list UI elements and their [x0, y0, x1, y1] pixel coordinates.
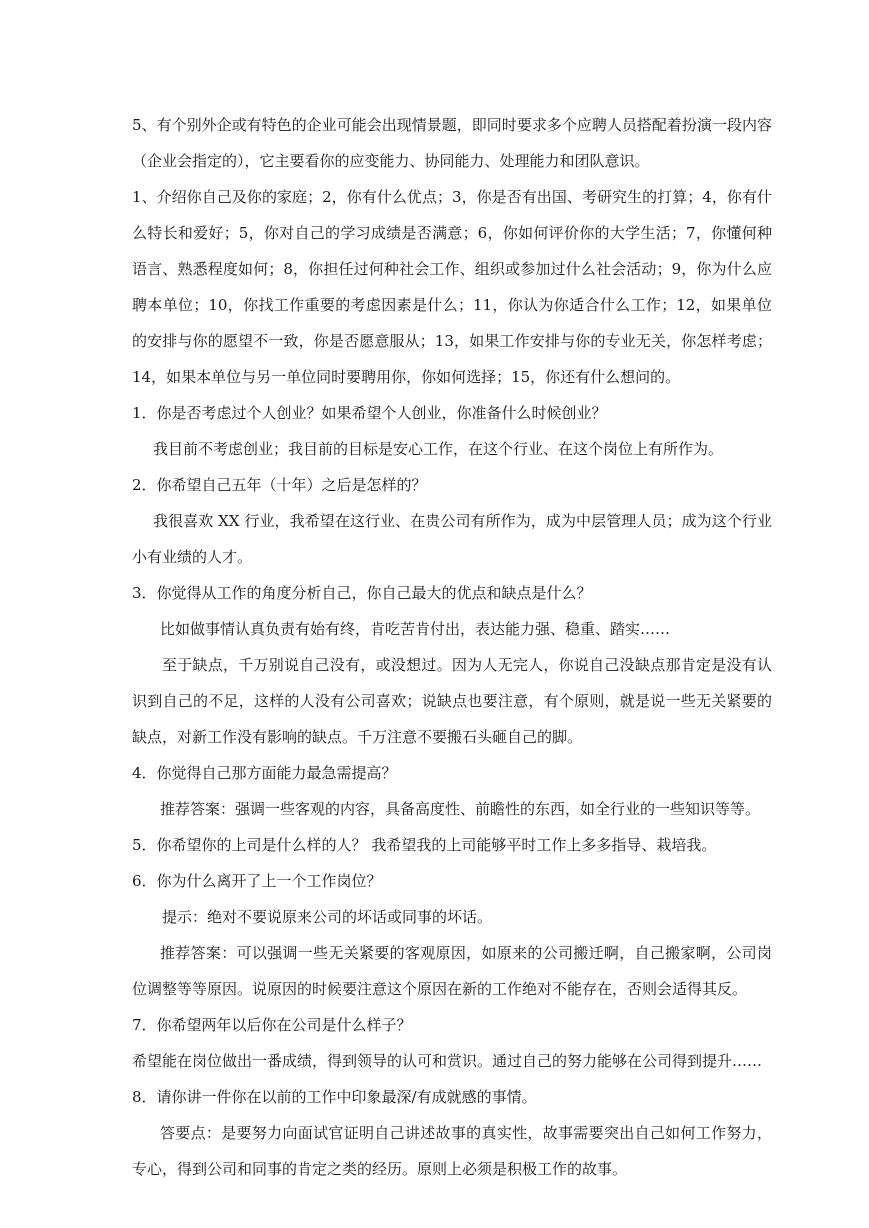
answer-2: 我很喜欢 XX 行业，我希望在这行业、在贵公司有所作为，成为中层管理人员；成为这个行业小有业绩的人才。 [132, 512, 772, 566]
answer-4: 推荐答案：强调一些客观的内容，具备高度性、前瞻性的东西，如全行业的一些知识等等。 [160, 800, 761, 818]
paragraph-question-list: 1、介绍你自己及你的家庭；2，你有什么优点；3，你是否有出国、考研究生的打算；4，你有什么特长和爱好；5，你对自己的学习成绩是否满意；6，你如何评价你的大学生活；7，你懂何种语言、熟悉程度如何；8，你担任过何种社会工作、组织或参加过什么社会活动；9，你为什么应聘本单位；10，你找工作重要的考虑因素是什么；11，你认为你适合什么工作；12，如果单位的安排与你的愿望不一致，你是否愿意服从；13，如果工作安排与你的专业无关，你怎样考虑；14，如果本单位与另一单位同时要聘用你，你如何选择；15，你还有什么想问的。 [132, 188, 772, 386]
document-page [132, 107, 772, 1187]
answer-6-recommended: 推荐答案：可以强调一些无关紧要的客观原因，如原来的公司搬迁啊，自己搬家啊，公司岗位调整等等原因。说原因的时候要注意这个原因在新的工作绝对不能存在，否则会适得其反。 [132, 944, 772, 998]
paragraph-scenario-questions: 5、有个别外企或有特色的企业可能会出现情景题，即同时要求多个应聘人员搭配着扮演一段内容（企业会指定的），它主要看你的应变能力、协同能力、处理能力和团队意识。 [132, 116, 772, 170]
answer-6-hint: 提示：绝对不要说原来公司的坏话或同事的坏话。 [162, 908, 493, 926]
answer-7: 希望能在岗位做出一番成绩，得到领导的认可和赏识。通过自己的努力能够在公司得到提升…… [132, 1052, 763, 1070]
question-5: 5．你希望你的上司是什么样的人？ 我希望我的上司能够平时工作上多多指导、栽培我。 [132, 836, 717, 854]
question-2: 2．你希望自己五年（十年）之后是怎样的？ [132, 476, 427, 494]
question-6: 6．你为什么离开了上一个工作岗位？ [132, 872, 382, 890]
answer-3-weaknesses: 至于缺点，千万别说自己没有，或没想过。因为人无完人，你说自己没缺点那肯定是没有认识到自己的不足，这样的人没有公司喜欢；说缺点也要注意，有个原则，就是说一些无关紧要的缺点，对新工作没有影响的缺点。千万注意不要搬石头砸自己的脚。 [132, 656, 772, 746]
answer-1: 我目前不考虑创业；我目前的目标是安心工作，在这个行业、在这个岗位上有所作为。 [153, 440, 724, 458]
question-7: 7．你希望两年以后你在公司是什么样子？ [132, 1016, 412, 1034]
question-1: 1．你是否考虑过个人创业？如果希望个人创业，你准备什么时候创业？ [132, 404, 607, 422]
answer-3-strengths: 比如做事情认真负责有始有终，肯吃苦肯付出，表达能力强、稳重、踏实…… [160, 620, 671, 638]
answer-8: 答要点：是要努力向面试官证明自己讲述故事的真实性，故事需要突出自己如何工作努力，专心，得到公司和同事的肯定之类的经历。原则上必须是积极工作的故事。 [132, 1124, 772, 1178]
question-8: 8．请你讲一件你在以前的工作中印象最深/有成就感的事情。 [132, 1088, 537, 1106]
question-4: 4．你觉得自己那方面能力最急需提高？ [132, 764, 397, 782]
question-3: 3．你觉得从工作的角度分析自己，你自己最大的优点和缺点是什么？ [132, 584, 592, 602]
